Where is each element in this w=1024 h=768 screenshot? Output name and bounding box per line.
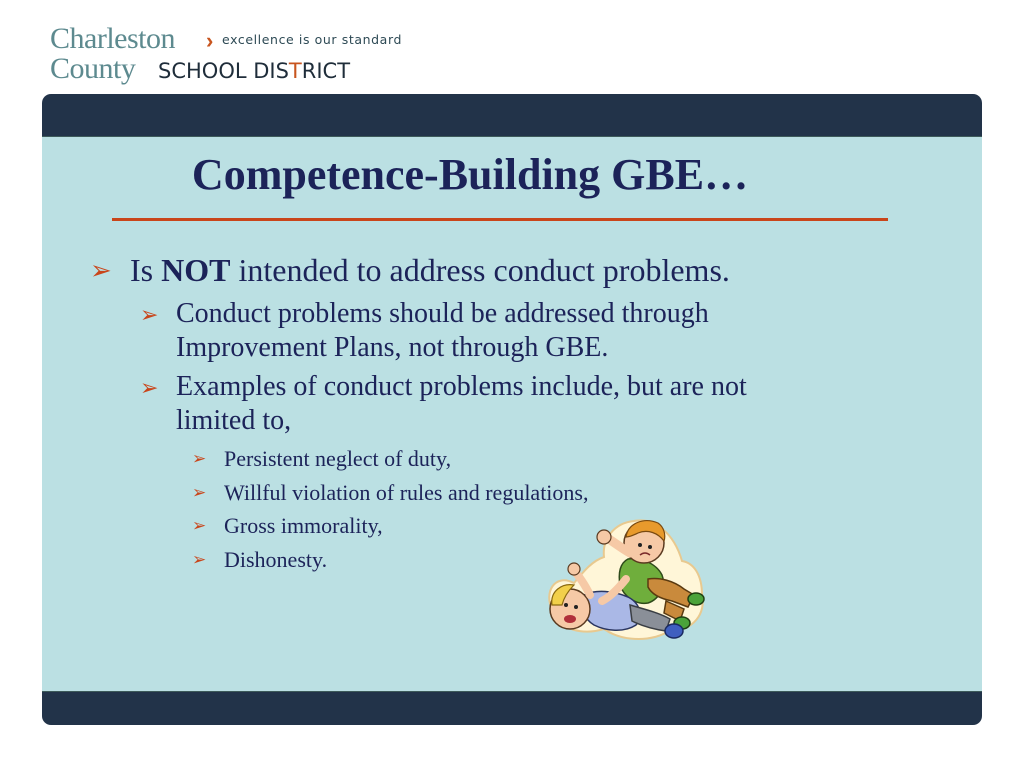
list-item: Gross immorality, [224, 513, 383, 538]
logo-district-part1: SCHOOL DIS [158, 59, 289, 83]
arrow-bullet-icon: ➢ [192, 550, 207, 570]
sub-bullet-2-line1: Examples of conduct problems include, but are not [176, 371, 747, 402]
sub-bullet-1-line1: Conduct problems should be addressed through [176, 298, 709, 329]
logo-district-part2: RICT [301, 59, 351, 83]
sub-bullet-1-line2: Improvement Plans, not through GBE. [176, 332, 609, 363]
fighting-kids-illustration [544, 513, 709, 645]
logo-district-t: T [288, 59, 302, 83]
bullet-main [130, 252, 730, 288]
logo-chevron-icon: › [206, 28, 214, 53]
title-underline [112, 218, 888, 221]
bullet-main-emphasis: NOT [161, 252, 231, 288]
bullet-main-pre: Is [130, 252, 162, 288]
arrow-bullet-icon: ➢ [192, 449, 207, 469]
arrow-bullet-icon: ➢ [90, 256, 112, 286]
logo-school-district [158, 58, 350, 84]
arrow-bullet-icon: ➢ [192, 516, 207, 536]
bullet-main-post: intended to address conduct problems. [230, 252, 730, 288]
logo-line-county: County [50, 52, 136, 85]
list-item: Willful violation of rules and regulations, [224, 480, 589, 505]
arrow-bullet-icon: ➢ [192, 483, 207, 503]
list-item: Dishonesty. [224, 547, 328, 572]
logo-tagline: excellence is our standard [222, 32, 402, 47]
arrow-bullet-icon: ➢ [140, 376, 159, 401]
logo-line-charleston: Charleston [50, 22, 175, 55]
sub-bullet-2-line2: limited to, [176, 405, 292, 436]
district-logo [50, 22, 420, 88]
list-item: Persistent neglect of duty, [224, 446, 452, 471]
arrow-bullet-icon: ➢ [140, 303, 159, 328]
slide-title: Competence-Building GBE… [191, 150, 749, 199]
